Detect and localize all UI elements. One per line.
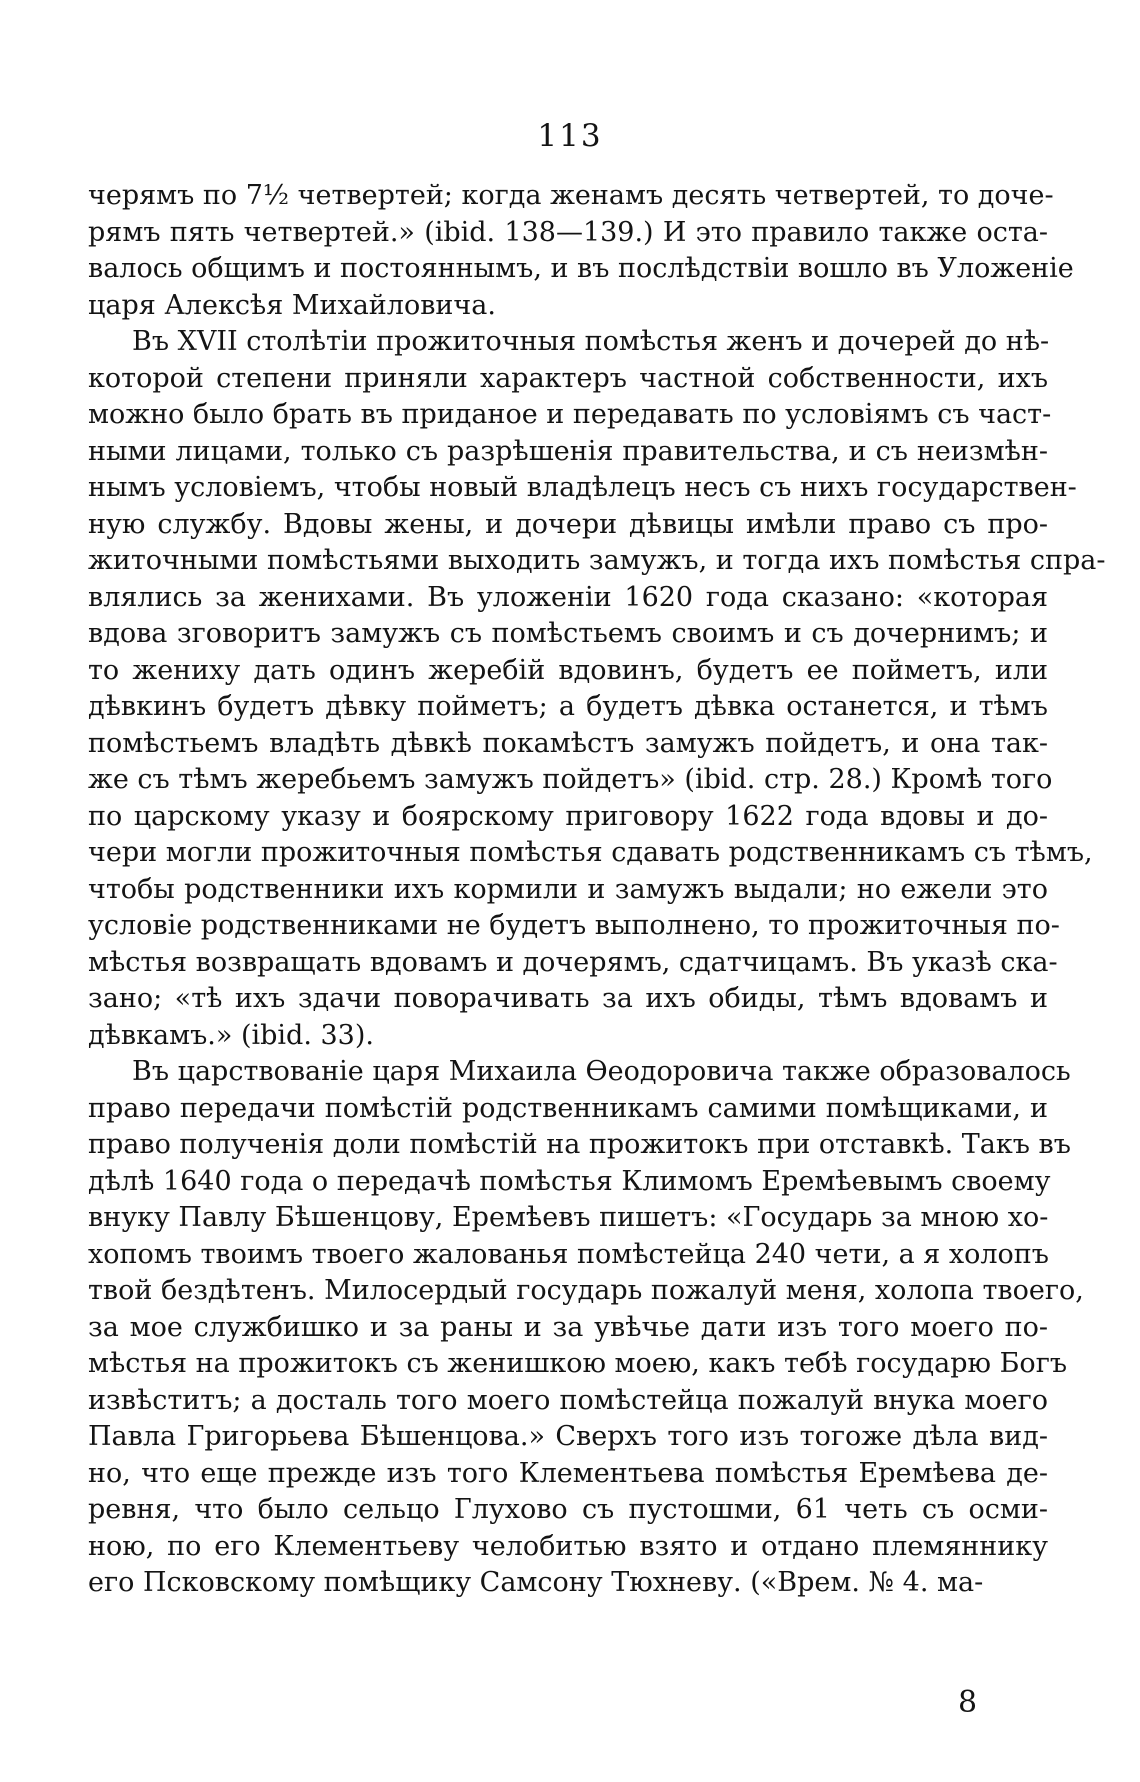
text-line: право передачи помѣстій родственникамъ самими помѣщиками, и	[88, 1092, 1048, 1124]
text-line: ную службу. Вдовы жены, и дочери дѣвицы имѣли право съ про-	[88, 508, 1048, 540]
text-line: же съ тѣмъ жеребьемъ замужъ пойдетъ» (ibid. стр. 28.) Кромѣ того	[88, 764, 1053, 795]
text-line: мѣстья на прожитокъ съ женишкою моею, какъ тебѣ государю Богъ	[88, 1348, 1068, 1379]
text-line: можно было брать въ приданое и передавать по условіямъ съ част-	[88, 399, 1052, 430]
text-line: Въ XVII столѣтіи прожиточныя помѣстья женъ и дочерей до нѣ-	[132, 326, 1050, 357]
text-line: нымъ условіемъ, чтобы новый владѣлецъ несъ съ нихъ государствен-	[88, 472, 1077, 503]
text-line: условіе родственниками не будетъ выполнено, то прожиточныя по-	[88, 910, 1060, 941]
text-line: которой степени приняли характеръ частной собственности, ихъ	[88, 362, 1048, 394]
text-line: твой бездѣтенъ. Милосердый государь пожалуй меня, холопа твоего,	[88, 1275, 1084, 1306]
paragraph	[88, 324, 1106, 1054]
text-line: дѣвкамъ.» (ibid. 33).	[88, 1019, 374, 1051]
page-number: 113	[537, 118, 603, 154]
text-line: Павла Григорьева Бѣшенцова.» Сверхъ того изъ тогоже дѣла вид-	[88, 1421, 1048, 1452]
text-line: черямъ по 7½ четвертей; когда женамъ десять четвертей, то доче-	[88, 180, 1054, 211]
signature-mark: 8	[958, 1685, 978, 1720]
text-line: но, что еще прежде изъ того Клементьева помѣстья Еремѣева де-	[88, 1457, 1048, 1489]
text-line: за мое службишко и за раны и за увѣчье дати изъ того моего по-	[88, 1311, 1048, 1343]
text-line: по царскому указу и боярскому приговору 1622 года вдовы и до-	[88, 800, 1048, 832]
text-line: влялись за женихами. Въ уложеніи 1620 года сказано: «которая	[88, 581, 1048, 613]
text-line: ревня, что было сельцо Глухово съ пустошми, 61 четь съ осми-	[88, 1494, 1048, 1525]
text-line: вдова зговоритъ замужъ съ помѣстьемъ своимъ и съ дочернимъ; и	[88, 618, 1048, 649]
text-line: ными лицами, только съ разрѣшенія правительства, и съ неизмѣн-	[88, 435, 1048, 467]
text-line: помѣстьемъ владѣть дѣвкѣ покамѣстъ замужъ пойдетъ, и она так-	[88, 727, 1048, 759]
text-line: царя Алексѣя Михайловича.	[88, 289, 496, 321]
text-line: чтобы родственники ихъ кормили и замужъ выдали; но ежели это	[88, 873, 1048, 905]
text-line: ною, по его Клементьеву челобитью взято и отдано племяннику	[88, 1530, 1048, 1562]
text-line: дѣлѣ 1640 года о передачѣ помѣстья Климомъ Еремѣевымъ своему	[88, 1165, 1051, 1197]
text-line: зано; «тѣ ихъ здачи поворачивать за ихъ обиды, тѣмъ вдовамъ и	[88, 983, 1048, 1014]
text-line: валось общимъ и постояннымъ, и въ послѣдствіи вошло въ Уложеніе	[88, 253, 1074, 284]
text-line: мѣстья возвращать вдовамъ и дочерямъ, сдатчицамъ. Въ указѣ ска-	[88, 946, 1058, 978]
text-line: житочными помѣстьями выходить замужъ, и тогда ихъ помѣстья спра-	[88, 545, 1106, 576]
text-line: то жениху дать одинъ жеребій вдовинъ, будетъ ее пойметъ, или	[88, 654, 1048, 686]
text-line: чери могли прожиточныя помѣстья сдавать родственникамъ съ тѣмъ,	[88, 837, 1093, 868]
paragraph	[88, 178, 1074, 324]
text-line: Въ царствованіе царя Михаила Ѳеодоровича также образовалось	[132, 1056, 1071, 1087]
text-line: его Псковскому помѣщику Самсону Тюхневу. («Врем. № 4. ма-	[88, 1567, 984, 1598]
text-line: внуку Павлу Бѣшенцову, Еремѣевъ пишетъ: «Государь за мною хо-	[88, 1202, 1049, 1233]
body-text	[88, 178, 1106, 1602]
text-line: дѣвкинъ будетъ дѣвку пойметъ; а будетъ дѣвка останется, и тѣмъ	[88, 691, 1048, 722]
paragraph	[88, 1054, 1084, 1602]
text-line: право полученія доли помѣстій на прожитокъ при отставкѣ. Такъ въ	[88, 1129, 1071, 1160]
text-line: хопомъ твоимъ твоего жалованья помѣстейца 240 чети, а я холопъ	[88, 1238, 1049, 1270]
text-line: рямъ пять четвертей.» (ibid. 138—139.) И это правило также оста-	[88, 216, 1048, 248]
text-line: извѣститъ; а досталь того моего помѣстейца пожалуй внука моего	[88, 1384, 1048, 1416]
